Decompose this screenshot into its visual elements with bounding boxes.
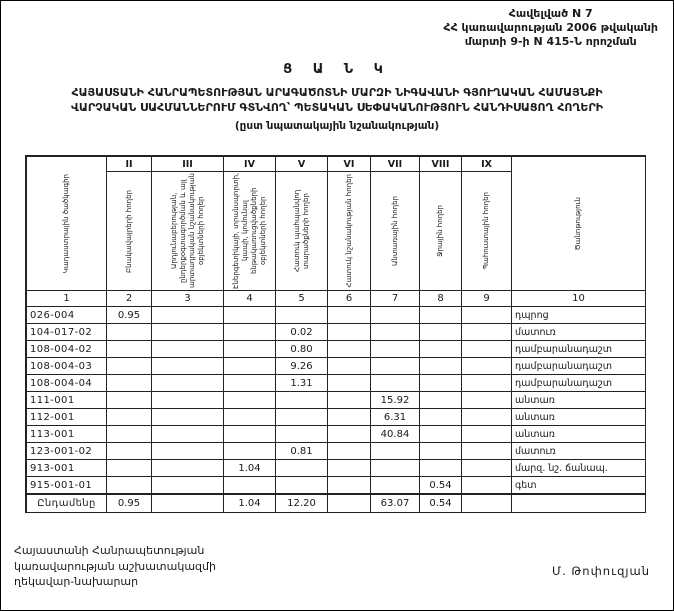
- area-value-cell: [152, 324, 224, 341]
- column-numeral-5: V: [276, 157, 328, 172]
- note-cell: անտառ: [512, 409, 646, 426]
- area-value-cell: 1.04: [224, 494, 276, 513]
- area-value-cell: [224, 375, 276, 392]
- column-header-settlement-lands: [107, 172, 152, 291]
- appendix-line-2: ՀՀ կառավարության 2006 թվականի: [443, 21, 658, 34]
- area-value-cell: [224, 443, 276, 460]
- area-value-cell: 6.31: [371, 409, 420, 426]
- area-value-cell: [462, 409, 512, 426]
- area-value-cell: [328, 375, 371, 392]
- area-value-cell: 40.84: [371, 426, 420, 443]
- area-value-cell: 0.54: [420, 477, 462, 494]
- table-row: [27, 375, 646, 392]
- column-header-forest-lands-label: Անտառային հողեր: [390, 196, 399, 266]
- area-value-cell: [462, 443, 512, 460]
- column-header-industrial-lands-label: Արդյունաբերության, ընդերքօգտագործման և այլ արտադրական նշանակության օբյեկտների հողեր: [169, 173, 205, 289]
- area-value-cell: [462, 477, 512, 494]
- area-value-cell: [328, 426, 371, 443]
- footer-line-3: ղեկավար-նախարար: [14, 575, 139, 588]
- area-value-cell: [420, 409, 462, 426]
- area-value-cell: [420, 426, 462, 443]
- area-value-cell: [224, 392, 276, 409]
- area-value-cell: [107, 409, 152, 426]
- area-value-cell: [420, 324, 462, 341]
- table-row: [27, 426, 646, 443]
- footer-signatory-title: [14, 543, 216, 590]
- document-subtitle-line-1: ՀԱՅԱՍՏԱՆԻ ՀԱՆՐԱՊԵՏՈՒԹՅԱՆ ԱՐԱԳԱԾՈՏՆԻ ՄԱՐԶԻ ՆԻԳԱՎԱՆԻ ԳՅՈՒՂԱԿԱՆ ՀԱՄԱՅՆՔԻ: [71, 86, 603, 99]
- area-value-cell: 1.31: [276, 375, 328, 392]
- appendix-line-3: մարտի 9-ի N 415-Ն որոշման: [464, 35, 637, 48]
- area-value-cell: [328, 460, 371, 477]
- area-value-cell: [462, 426, 512, 443]
- area-value-cell: [152, 477, 224, 494]
- table-row: [27, 358, 646, 375]
- area-value-cell: [371, 443, 420, 460]
- area-value-cell: [420, 392, 462, 409]
- area-value-cell: [107, 426, 152, 443]
- cadastral-code-cell: 104-017-02: [27, 324, 107, 341]
- area-value-cell: [107, 477, 152, 494]
- area-value-cell: [371, 324, 420, 341]
- area-value-cell: [107, 392, 152, 409]
- column-number-10: 10: [512, 291, 646, 307]
- signature-name: Մ. Թոփուզյան: [552, 564, 650, 578]
- column-header-reserve-lands: [462, 172, 512, 291]
- area-value-cell: [152, 426, 224, 443]
- note-cell: դպրոց: [512, 307, 646, 324]
- area-value-cell: [107, 375, 152, 392]
- table-row: [27, 324, 646, 341]
- area-value-cell: 0.95: [107, 307, 152, 324]
- area-value-cell: [328, 409, 371, 426]
- table-row: [27, 392, 646, 409]
- column-header-cadastral-code-label: Կադաստրային ծածկագիր: [62, 173, 70, 274]
- column-header-infrastructure-lands: [224, 172, 276, 291]
- note-cell: անտառ: [512, 426, 646, 443]
- table-row: [27, 307, 646, 324]
- area-value-cell: [152, 375, 224, 392]
- area-value-cell: [462, 358, 512, 375]
- area-value-cell: [420, 460, 462, 477]
- column-number-5: 5: [276, 291, 328, 307]
- column-number-2: 2: [107, 291, 152, 307]
- area-value-cell: [107, 443, 152, 460]
- column-header-water-lands: [420, 172, 462, 291]
- area-value-cell: 0.02: [276, 324, 328, 341]
- column-header-infrastructure-lands-label: Էներգետիկայի, տրանսպորտի, կապի, կոմունալ ենթակառուցվածքների օբյեկտների հողեր: [231, 172, 267, 290]
- area-value-cell: [152, 409, 224, 426]
- area-value-cell: [276, 392, 328, 409]
- footer-line-2: կառավարության աշխատակազմի: [14, 559, 216, 573]
- cadastral-code-cell: 108-004-04: [27, 375, 107, 392]
- area-value-cell: [462, 460, 512, 477]
- area-value-cell: [328, 358, 371, 375]
- note-cell: գետ: [512, 477, 646, 494]
- area-value-cell: [420, 375, 462, 392]
- note-cell: մատուռ: [512, 324, 646, 341]
- area-value-cell: [371, 358, 420, 375]
- table-row: [27, 409, 646, 426]
- area-value-cell: [152, 392, 224, 409]
- area-value-cell: [371, 307, 420, 324]
- area-value-cell: [462, 341, 512, 358]
- column-number-6: 6: [328, 291, 371, 307]
- area-value-cell: [224, 426, 276, 443]
- cadastral-code-cell: 026-004: [27, 307, 107, 324]
- appendix-line-1: Հավելված N 7: [508, 7, 593, 20]
- appendix-note: [443, 7, 658, 49]
- area-value-cell: [328, 341, 371, 358]
- cadastral-code-cell: 108-004-03: [27, 358, 107, 375]
- column-header-reserve-lands-label: Պահուստային հողեր: [482, 192, 490, 270]
- area-value-cell: [420, 307, 462, 324]
- column-number-1: 1: [27, 291, 107, 307]
- area-value-cell: [276, 426, 328, 443]
- area-value-cell: [328, 494, 371, 513]
- area-value-cell: [107, 358, 152, 375]
- area-value-cell: [152, 443, 224, 460]
- cadastral-code-cell: 915-001-01: [27, 477, 107, 494]
- cadastral-code-cell: 113-001: [27, 426, 107, 443]
- note-cell: դամբարանադաշտ: [512, 341, 646, 358]
- table-row: [27, 477, 646, 494]
- area-value-cell: [328, 307, 371, 324]
- note-cell: անտառ: [512, 392, 646, 409]
- area-value-cell: [107, 324, 152, 341]
- column-numeral-4: IV: [224, 157, 276, 172]
- area-value-cell: [328, 324, 371, 341]
- cadastral-code-cell: 111-001: [27, 392, 107, 409]
- note-cell: մատուռ: [512, 443, 646, 460]
- area-value-cell: [107, 341, 152, 358]
- area-value-cell: 0.81: [276, 443, 328, 460]
- column-header-cadastral-code: [27, 157, 107, 291]
- area-value-cell: 63.07: [371, 494, 420, 513]
- area-value-cell: 0.80: [276, 341, 328, 358]
- area-value-cell: [420, 341, 462, 358]
- column-number-4: 4: [224, 291, 276, 307]
- area-value-cell: [328, 392, 371, 409]
- column-header-protected-lands-label: Հատուկ պահպանվող տարածքների հողեր: [292, 189, 310, 273]
- area-value-cell: [328, 477, 371, 494]
- note-cell: դամբարանադաշտ: [512, 358, 646, 375]
- footer-line-1: Հայաստանի Հանրապետության: [14, 544, 205, 557]
- area-value-cell: [462, 307, 512, 324]
- area-value-cell: 12.20: [276, 494, 328, 513]
- column-number-8: 8: [420, 291, 462, 307]
- area-value-cell: [420, 358, 462, 375]
- column-header-protected-lands: [276, 172, 328, 291]
- cadastral-code-cell: 108-004-02: [27, 341, 107, 358]
- cadastral-code-cell: Ընդամենը: [27, 494, 107, 513]
- area-value-cell: 0.95: [107, 494, 152, 513]
- column-numbers-row: [27, 291, 646, 307]
- area-value-cell: [152, 341, 224, 358]
- area-value-cell: [371, 341, 420, 358]
- cadastral-code-cell: 112-001: [27, 409, 107, 426]
- note-cell: [512, 494, 646, 513]
- column-numeral-6: VI: [328, 157, 371, 172]
- area-value-cell: [462, 375, 512, 392]
- table-header: [27, 157, 646, 291]
- area-value-cell: [462, 324, 512, 341]
- column-header-industrial-lands: [152, 172, 224, 291]
- column-number-3: 3: [152, 291, 224, 307]
- document-title: Ց Ա Ն Կ: [283, 62, 391, 77]
- area-value-cell: [152, 460, 224, 477]
- table-total-row: [27, 494, 646, 513]
- area-value-cell: [224, 324, 276, 341]
- area-value-cell: [152, 307, 224, 324]
- note-cell: դամբարանադաշտ: [512, 375, 646, 392]
- column-header-water-lands-label: Ջրային հողեր: [436, 205, 444, 257]
- area-value-cell: 0.54: [420, 494, 462, 513]
- area-value-cell: [152, 494, 224, 513]
- cadastral-code-cell: 913-001: [27, 460, 107, 477]
- column-header-forest-lands: [371, 172, 420, 291]
- column-header-special-purpose-lands-label: Հատուկ նշանակության հողեր: [344, 174, 353, 288]
- area-value-cell: [224, 341, 276, 358]
- area-value-cell: [276, 307, 328, 324]
- column-header-note: [512, 157, 646, 291]
- area-value-cell: [276, 477, 328, 494]
- table-row: [27, 443, 646, 460]
- table-row: [27, 341, 646, 358]
- area-value-cell: [107, 460, 152, 477]
- document-subtitle-line-2: ՎԱՐՉԱԿԱՆ ՍԱՀՄԱՆՆԵՐՈՒՄ ԳՏՆՎՈՂ՝ ՊԵՏԱԿԱՆ ՍԵՓԱԿԱՆՈՒԹՅՈՒՆ ՀԱՆԴԻՍԱՑՈՂ ՀՈՂԵՐԻ: [71, 101, 603, 114]
- column-numeral-3: III: [152, 157, 224, 172]
- column-numeral-2: II: [107, 157, 152, 172]
- area-value-cell: [276, 460, 328, 477]
- area-value-cell: 15.92: [371, 392, 420, 409]
- area-value-cell: [371, 477, 420, 494]
- table-body: [27, 307, 646, 513]
- area-value-cell: [276, 409, 328, 426]
- area-value-cell: [328, 443, 371, 460]
- area-value-cell: [420, 443, 462, 460]
- column-header-note-label: Ծանոթություն: [574, 196, 582, 251]
- column-numeral-9: IX: [462, 157, 512, 172]
- area-value-cell: [224, 477, 276, 494]
- area-value-cell: [224, 409, 276, 426]
- column-numeral-8: VIII: [420, 157, 462, 172]
- area-value-cell: 1.04: [224, 460, 276, 477]
- column-header-special-purpose-lands: [328, 172, 371, 291]
- column-number-7: 7: [371, 291, 420, 307]
- column-header-settlement-lands-label: Բնակավայրերի հողեր: [124, 189, 133, 273]
- area-value-cell: [224, 307, 276, 324]
- cadastral-code-cell: 123-001-02: [27, 443, 107, 460]
- note-cell: մարզ. նշ. ճանապ.: [512, 460, 646, 477]
- table-row: [27, 460, 646, 477]
- area-value-cell: 9.26: [276, 358, 328, 375]
- area-value-cell: [371, 375, 420, 392]
- column-number-9: 9: [462, 291, 512, 307]
- area-value-cell: [152, 358, 224, 375]
- document-subtitle-line-3: (ըստ նպատակային նշանակության): [234, 120, 440, 132]
- area-value-cell: [462, 392, 512, 409]
- area-value-cell: [462, 494, 512, 513]
- land-category-table: [25, 155, 646, 513]
- area-value-cell: [371, 460, 420, 477]
- area-value-cell: [224, 358, 276, 375]
- column-numeral-7: VII: [371, 157, 420, 172]
